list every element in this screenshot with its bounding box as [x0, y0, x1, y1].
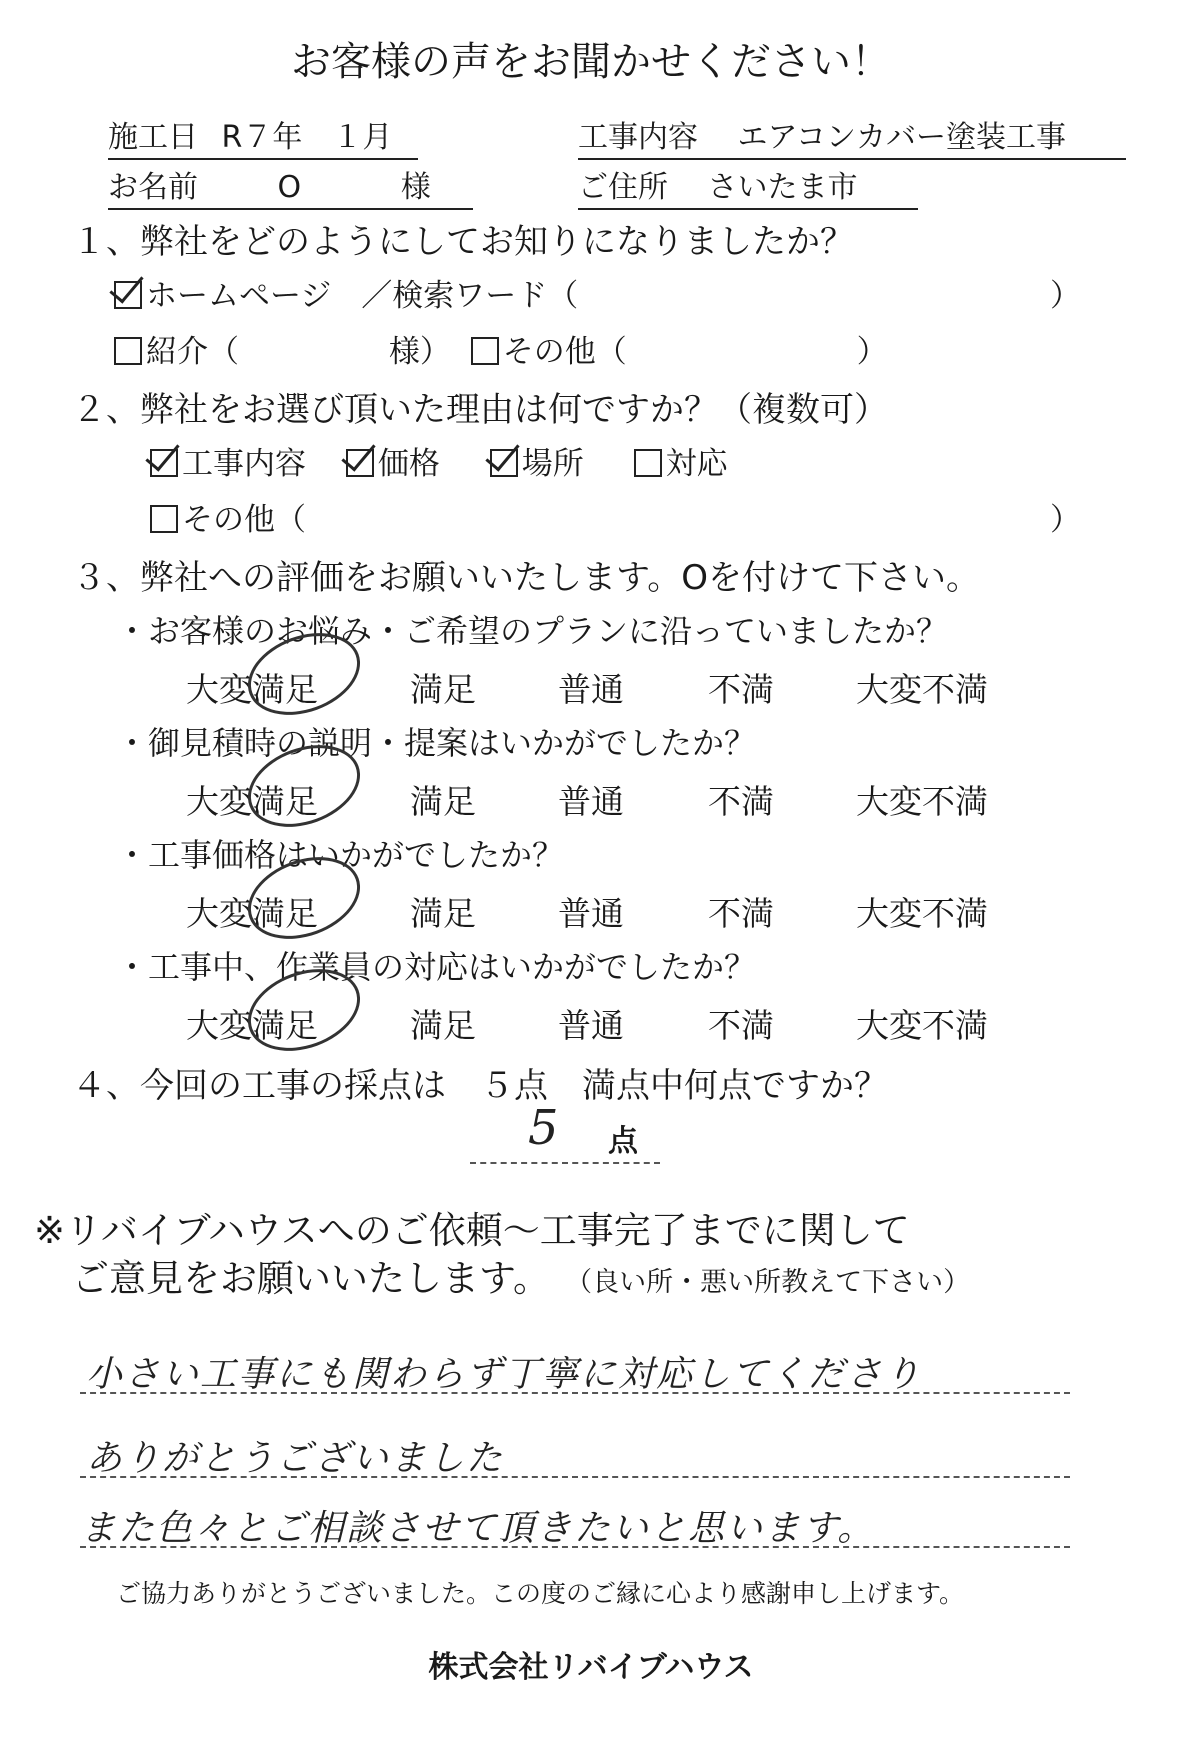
q1-other-checkbox[interactable] — [471, 337, 499, 365]
date-value: R７年 １月 — [221, 120, 393, 155]
rating-question-3: ・工事中、作業員の対応はいかがでしたか？ — [116, 948, 757, 986]
reason-checkbox-1[interactable] — [346, 449, 374, 477]
check-mark-icon — [485, 435, 519, 471]
q1-row1 — [114, 270, 578, 315]
date-label: 施工日 — [108, 120, 198, 155]
comment-line-1[interactable]: ありがとうございました — [86, 1438, 505, 1479]
rating-option-2-2[interactable]: 普通 — [558, 894, 624, 933]
referral-suffix: 様） — [388, 334, 451, 370]
name-value: O — [277, 170, 302, 205]
referral-checkbox[interactable] — [114, 337, 142, 365]
reason-label-2: 場所 — [521, 446, 584, 482]
rating-option-1-3[interactable]: 不満 — [708, 782, 774, 821]
form-title: お客様の声をお聞かせください！ — [291, 39, 891, 85]
rating-option-0-4[interactable]: 大変不満 — [856, 670, 988, 709]
name-label: お名前 — [108, 170, 198, 205]
homepage-label: ホームページ — [146, 278, 332, 314]
q2-row1 — [150, 438, 728, 483]
homepage-checkbox[interactable] — [114, 281, 142, 309]
score-unit: 点 — [608, 1124, 638, 1159]
q2-question: ２、弊社をお選び頂いた理由は何ですか？（複数可） — [72, 390, 888, 430]
rating-option-0-1[interactable]: 満足 — [410, 670, 476, 709]
name-suffix: 様 — [400, 170, 431, 205]
check-mark-icon — [145, 435, 179, 471]
address-value: さいたま市 — [707, 170, 858, 205]
referral-label: 紹介（ — [146, 334, 239, 370]
comment-prompt-line2 — [72, 1248, 970, 1302]
reason-label-1: 価格 — [377, 446, 440, 482]
rating-question-1: ・御見積時の説明・提案はいかがでしたか？ — [116, 724, 757, 762]
rating-option-3-1[interactable]: 満足 — [410, 1006, 476, 1045]
comment-prompt-line1: ※リバイブハウスへのご依頼～工事完了までに関して — [34, 1209, 910, 1252]
q2-other-close: ） — [1050, 502, 1081, 538]
q1-row2 — [114, 326, 888, 371]
q2-other-label: その他（ — [182, 502, 306, 538]
q1-other-label: その他（ — [502, 334, 627, 370]
score-value[interactable]: 5 — [528, 1100, 561, 1156]
rating-option-1-1[interactable]: 満足 — [410, 782, 476, 821]
rating-option-1-2[interactable]: 普通 — [558, 782, 624, 821]
score-answer — [470, 1100, 660, 1164]
content-label: 工事内容 — [578, 120, 698, 155]
reason-checkbox-3[interactable] — [634, 449, 662, 477]
q1-other-close: ） — [856, 334, 888, 370]
rating-option-0-0[interactable]: 大変満足 — [186, 670, 318, 709]
q2-other-checkbox[interactable] — [150, 505, 178, 533]
reason-label-3: 対応 — [665, 446, 728, 482]
q2-row2 — [150, 494, 306, 539]
rating-option-3-0[interactable]: 大変満足 — [186, 1006, 318, 1045]
rating-option-3-3[interactable]: 不満 — [708, 1006, 774, 1045]
rating-option-2-4[interactable]: 大変不満 — [856, 894, 988, 933]
rating-option-2-3[interactable]: 不満 — [708, 894, 774, 933]
q3-question: ３、弊社への評価をお願いいたします。Oを付けて下さい。 — [72, 558, 981, 598]
address-label: ご住所 — [578, 170, 668, 205]
rating-option-0-3[interactable]: 不満 — [708, 670, 774, 709]
check-mark-icon — [109, 267, 143, 303]
reason-checkbox-2[interactable] — [490, 449, 518, 477]
rating-option-3-2[interactable]: 普通 — [558, 1006, 624, 1045]
comment-line-2[interactable]: また色々とご相談させて頂きたいと思います。 — [80, 1508, 876, 1549]
check-mark-icon — [341, 435, 375, 471]
comment-line-0[interactable]: 小さい工事にも関わらず丁寧に対応してくださり — [86, 1354, 923, 1395]
comment-prompt-text: ご意見をお願いいたします。 — [72, 1257, 551, 1300]
q1-question: １、弊社をどのようにしてお知りになりましたか？ — [72, 222, 854, 262]
q4-question: ４、今回の工事の採点は ５点 満点中何点ですか？ — [72, 1066, 888, 1106]
q1-row1-close: ） — [1050, 278, 1081, 314]
search-word-label: ／検索ワード（ — [361, 278, 579, 314]
rating-option-1-4[interactable]: 大変不満 — [856, 782, 988, 821]
reason-label-0: 工事内容 — [182, 446, 306, 482]
rating-option-0-2[interactable]: 普通 — [558, 670, 624, 709]
thanks-message: ご協力ありがとうございました。この度のご縁に心より感謝申し上げます。 — [116, 1579, 965, 1608]
reason-checkbox-0[interactable] — [150, 449, 178, 477]
content-value: エアコンカバー塗装工事 — [737, 120, 1067, 155]
rating-question-0: ・お客様のお悩み・ご希望のプランに沿っていましたか？ — [116, 612, 949, 650]
company-name: 株式会社リバイブハウス — [428, 1650, 754, 1685]
rating-option-2-1[interactable]: 満足 — [410, 894, 476, 933]
content-field — [578, 112, 1126, 160]
rating-question-2: ・工事価格はいかがでしたか？ — [116, 836, 565, 874]
comment-prompt-hint: （良い所・悪い所教えて下さい） — [565, 1267, 971, 1298]
rating-option-1-0[interactable]: 大変満足 — [186, 782, 318, 821]
rating-option-2-0[interactable]: 大変満足 — [186, 894, 318, 933]
rating-option-3-4[interactable]: 大変不満 — [856, 1006, 988, 1045]
name-field — [108, 162, 473, 210]
date-field — [108, 112, 418, 160]
address-field — [578, 162, 918, 210]
